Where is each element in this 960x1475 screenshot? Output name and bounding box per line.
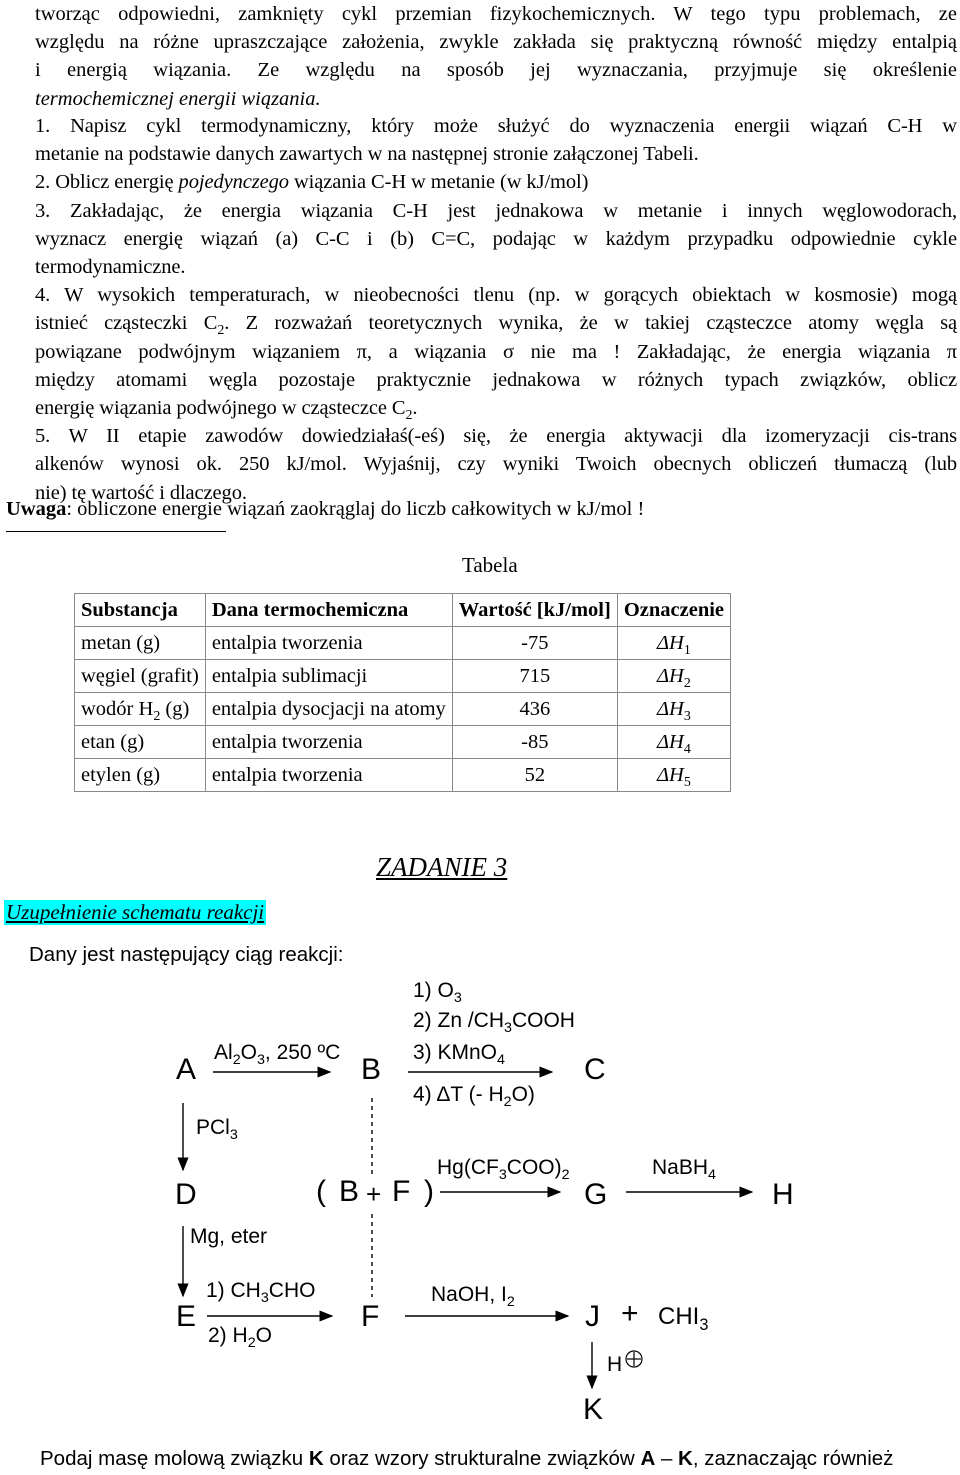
fj-condition: NaOH, $I_2$ [431,1283,515,1311]
ef-step-2: 2) $H_2O$ [208,1324,272,1352]
table-cell: $\Delta H_2$ [617,660,730,693]
note: Uwaga: obliczone energie wiązań zaokrąglaj do liczb całkowitych w kJ/mol ! [6,498,645,520]
table-header: Substancja [75,594,206,627]
g-condition: $Hg(CF_3COO)_2$ [437,1156,570,1184]
bc-step-2: 2) Zn $/CH_3COOH$ [413,1009,575,1037]
compound-j: J [585,1300,600,1333]
bf-plus: + [366,1179,382,1209]
bf-open-paren: ( [316,1175,326,1208]
bf-b: B [339,1175,360,1208]
question-3-cont: wyznacz energię wiązań (a) C-C i (b) C=C, podając w każdym przypadku odpowiednie cykle [35,227,957,250]
compound-d: D [175,1178,197,1211]
table-header: Dana termochemiczna [205,594,452,627]
question-2: 2. Oblicz energię pojedynczego wiązania C-H w metanie (w kJ/mol) [35,171,589,194]
ab-condition: $Al_2O_3$, 250 ºC [214,1041,341,1069]
table-cell: -85 [452,726,617,759]
compound-b: B [361,1053,382,1086]
table-header: Wartość [kJ/mol] [452,594,617,627]
compound-k: K [583,1393,604,1426]
intro-line: tworząc odpowiedni, zamknięty cykl przemian fizykochemicznych. W tego typu problemach, ze [35,3,957,25]
j-plus: + [621,1297,639,1330]
question-5: 5. W II etapie zawodów dowiedziałaś(-eś) się, że energia aktywacji dla izomeryzacji cis-trans [35,425,957,448]
compound-e: E [176,1300,197,1333]
table-cell: $\Delta H_1$ [617,627,730,660]
task-title: ZADANIE 3 [376,852,508,882]
table-cell: -75 [452,627,617,660]
bf-close-paren: ) [424,1175,434,1208]
compound-h: H [772,1178,794,1211]
table-cell: entalpia dysocjacji na atomy [205,693,452,726]
question-3-cont: termodynamiczne. [35,256,186,279]
bc-step-3: 3) KMnO$_4$ [413,1041,505,1069]
compound-f: F [361,1300,380,1333]
ad-condition: PCl$_3$ [196,1116,238,1144]
de-condition: Mg, eter [190,1225,268,1248]
table-cell: etan (g) [75,726,206,759]
question-4-cont: istnieć cząsteczki $C_2$. Z rozważań teoretycznych wynika, że w takiej cząsteczce atomy węgla są [35,312,957,339]
table-cell: metan (g) [75,627,206,660]
table-title: Tabela [462,553,518,577]
question-4-cont: między atomami węgla pozostaje praktycznie jednakowa w różnych typach związków, oblicz [35,368,957,391]
table-cell: $\Delta H_4$ [617,726,730,759]
question-4-cont: energię wiązania podwójnego w cząsteczce $C_2$. [35,397,418,424]
question-5-cont: alkenów wynosi ok. 250 kJ/mol. Wyjaśnij, czy wyniki Twoich obecnych obliczeń tłumaczą (lub [35,453,957,476]
table-cell: 715 [452,660,617,693]
compound-a: A [176,1053,197,1086]
question-1: 1. Napisz cykl termodynamiczny, który może służyć do wyznaczenia energii wiązań C-H w [35,115,957,137]
bf-f: F [392,1175,411,1208]
question-1-cont: metanie na podstawie danych zawartych w na następnej stronie załączonej Tabeli. [35,143,699,166]
compound-c: C [584,1053,606,1086]
table-cell: węgiel (grafit) [75,660,206,693]
table-cell: 52 [452,759,617,792]
table-cell: entalpia tworzenia [205,759,452,792]
table-cell: wodór $H_2$ (g) [75,693,206,726]
table-cell: entalpia tworzenia [205,627,452,660]
table-cell: entalpia sublimacji [205,660,452,693]
intro-line: i energią wiązania. Ze względu na sposób jej wyznaczania, przyjmuje się określenie [35,59,957,82]
task-highlight: Uzupełnienie schematu reakcji [6,900,265,924]
question-4: 4. W wysokich temperaturach, w nieobecności tlenu (np. w gorących obiektach w kosmosie) mogą [35,284,957,307]
table-cell: entalpia tworzenia [205,726,452,759]
table-cell: 436 [452,693,617,726]
question-4-cont: powiązane podwójnym wiązaniem π, a wiązania σ nie ma ! Zakładając, że energia wiązania π [35,340,957,363]
ef-step-1: 1) $CH_3CHO$ [206,1279,316,1307]
table-cell: etylen (g) [75,759,206,792]
h-condition: NaBH$_4$ [652,1156,716,1184]
question-5-cont: nie) tę wartość i dlaczego. [35,481,247,504]
intro-line: względu na różne upraszczające założenia, zwykle zakłada się praktyczną równość między entalpią [35,31,957,54]
table-header: Oznaczenie [617,594,730,627]
jk-condition: H [607,1353,623,1376]
intro-line: termochemicznej energii wiązania. [35,87,321,110]
chi3: $CHI_3$ [658,1303,709,1334]
table-cell: $\Delta H_5$ [617,759,730,792]
compound-g: G [584,1178,608,1211]
bc-step-1: 1) $O_3$ [413,979,462,1007]
footer-line: Podaj masę molową związku K oraz wzory strukturalne związków A – K, zaznaczając również [40,1447,894,1470]
bc-step-4: 4) ΔT (- $H_2O$) [413,1083,535,1111]
question-3: 3. Zakładając, że energia wiązania C-H jest jednakowa w metanie i innych węglowodorach, [35,199,957,222]
table-cell: $\Delta H_3$ [617,693,730,726]
task-intro: Dany jest następujący ciąg reakcji: [29,943,344,966]
